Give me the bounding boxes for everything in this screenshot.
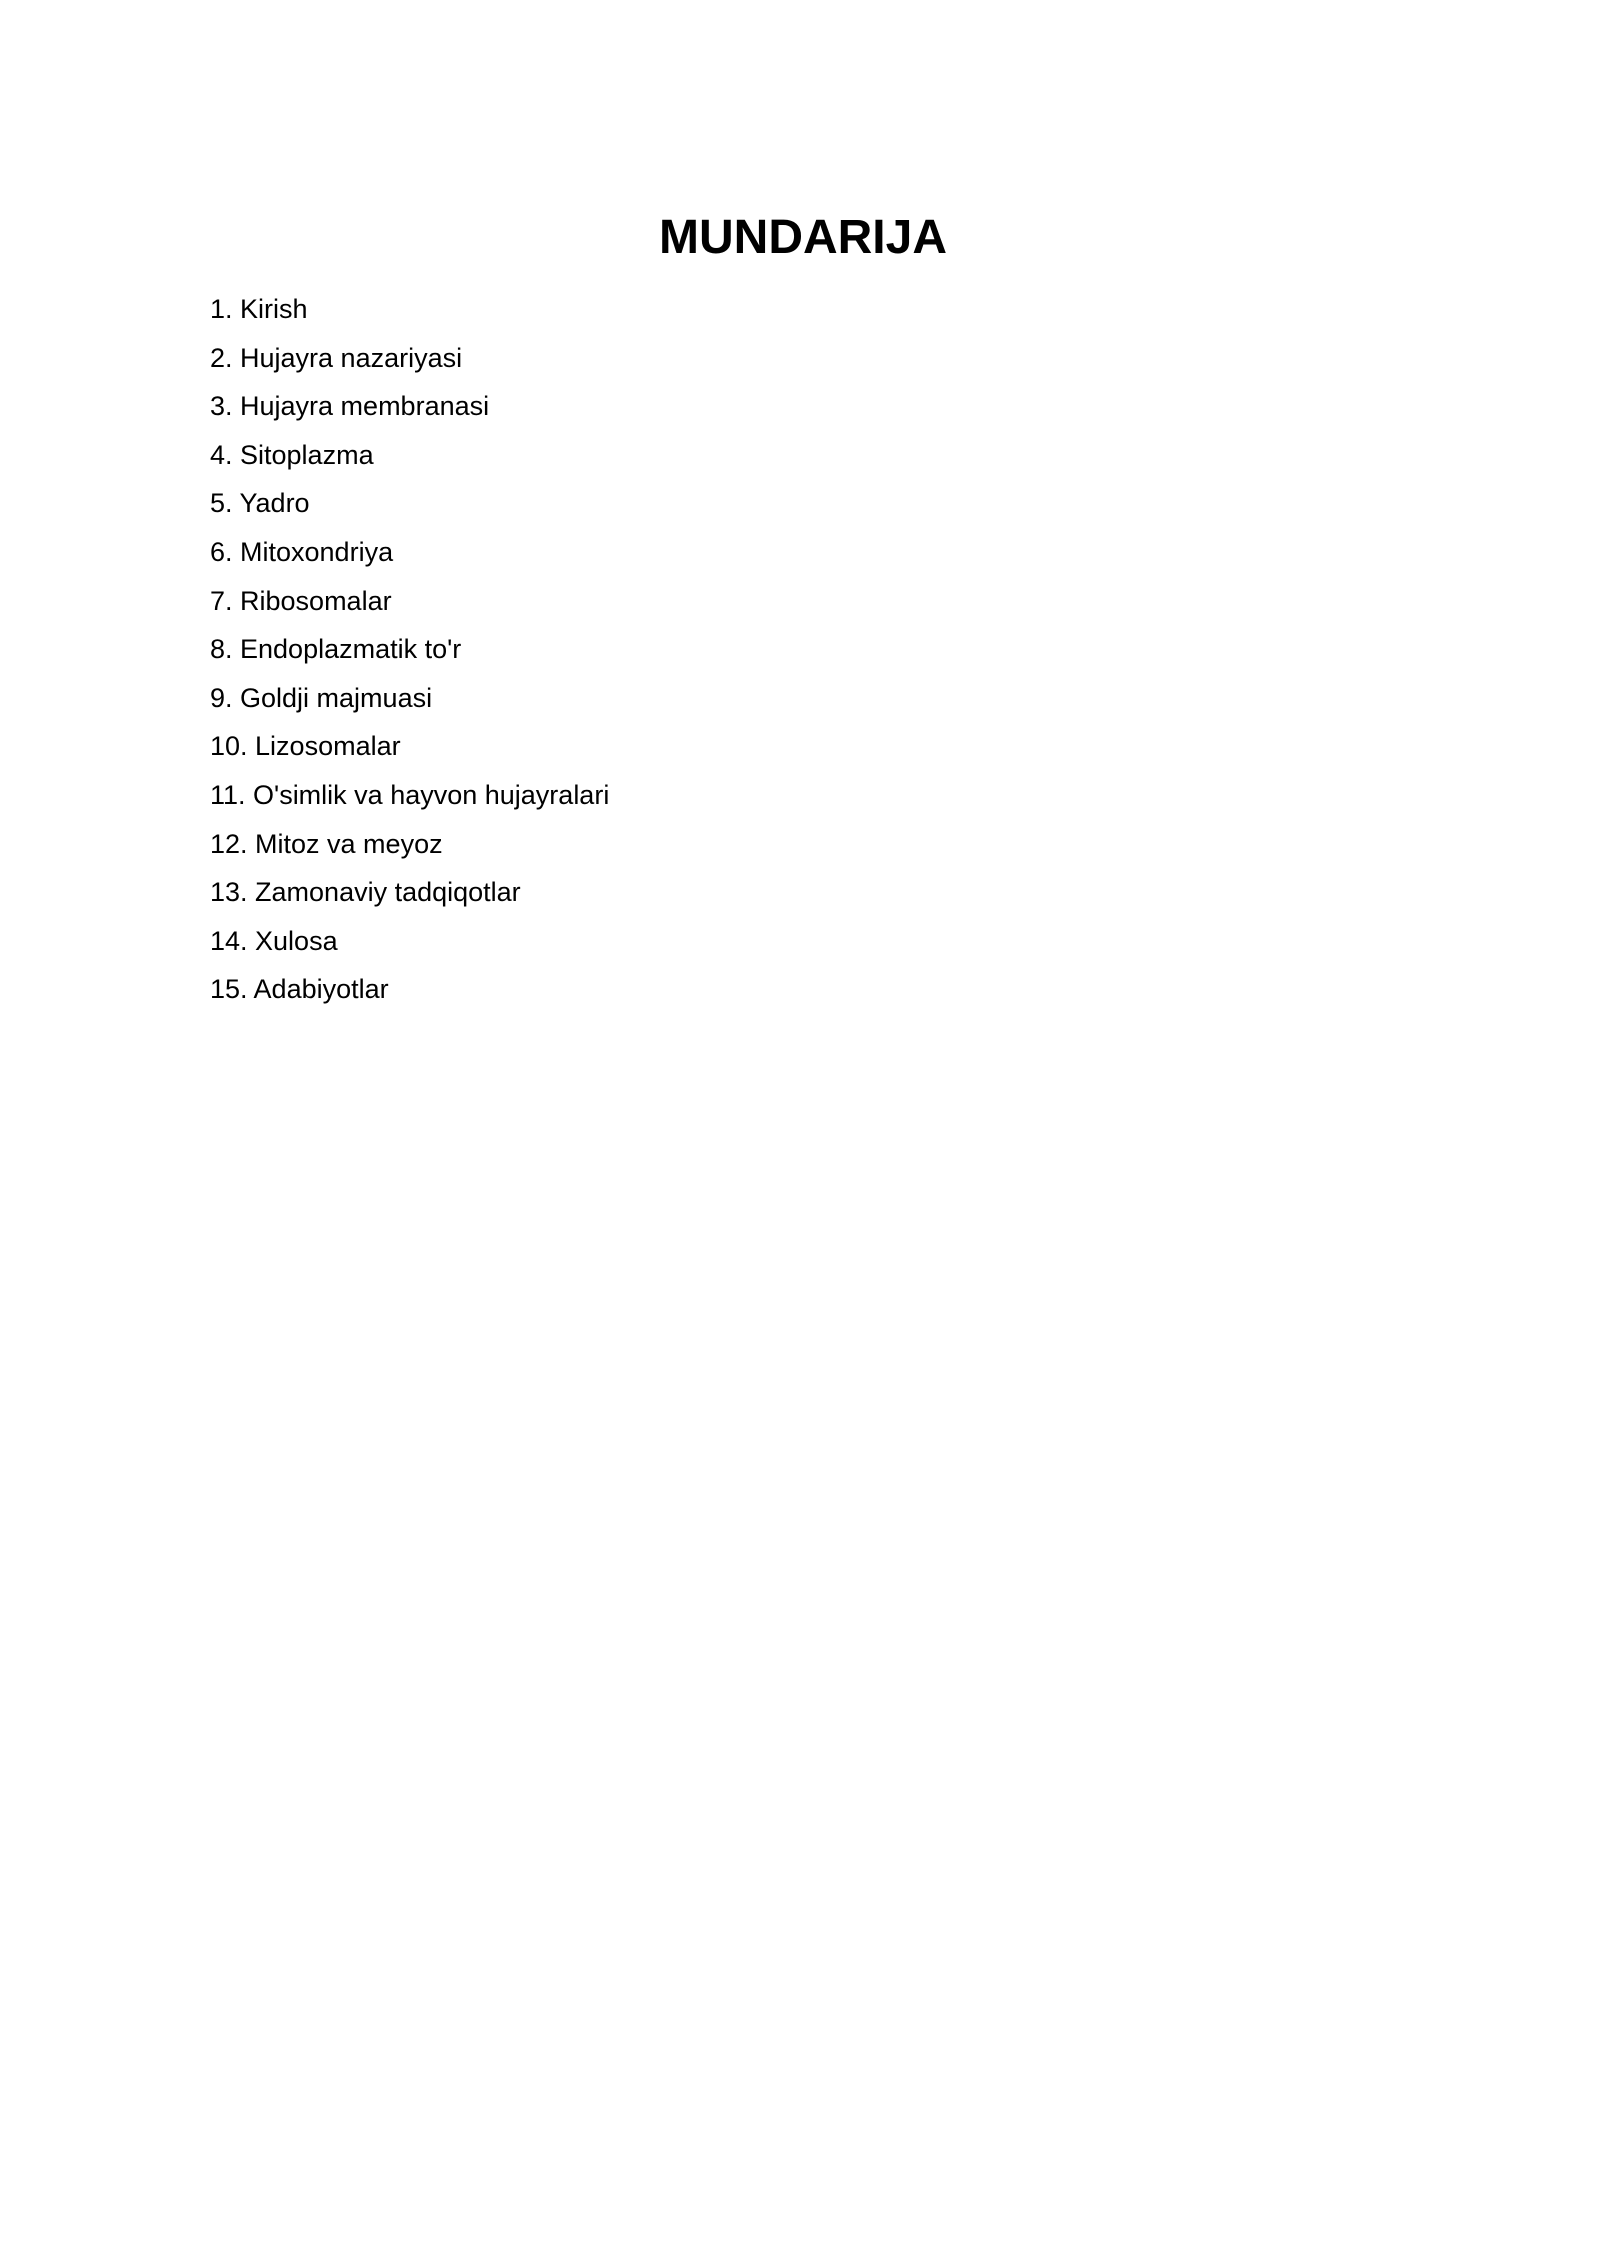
toc-item: 1. Kirish bbox=[210, 294, 308, 324]
toc-item: 12. Mitoz va meyoz bbox=[210, 828, 443, 859]
toc-item: 9. Goldji majmuasi bbox=[210, 682, 433, 713]
toc-item: 10. Lizosomalar bbox=[210, 731, 401, 762]
toc-item: 3. Hujayra membranasi bbox=[210, 391, 490, 422]
toc-item: 5. Yadro bbox=[210, 488, 310, 519]
toc-item: 8. Endoplazmatik to'r bbox=[210, 634, 462, 665]
toc-item: 4. Sitoplazma bbox=[210, 439, 374, 470]
toc-item: 15. Adabiyotlar bbox=[210, 974, 389, 1005]
toc-item: 2. Hujayra nazariyasi bbox=[210, 342, 463, 373]
toc-item: 13. Zamonaviy tadqiqotlar bbox=[210, 877, 521, 908]
toc-item: 11. O'simlik va hayvon hujayralari bbox=[210, 779, 610, 810]
table-of-contents bbox=[210, 285, 609, 1014]
toc-item: 14. Xulosa bbox=[210, 925, 338, 956]
page-title: MUNDARIJA bbox=[659, 211, 947, 264]
toc-item: 6. Mitoxondriya bbox=[210, 536, 394, 567]
toc-item: 7. Ribosomalar bbox=[210, 585, 392, 616]
